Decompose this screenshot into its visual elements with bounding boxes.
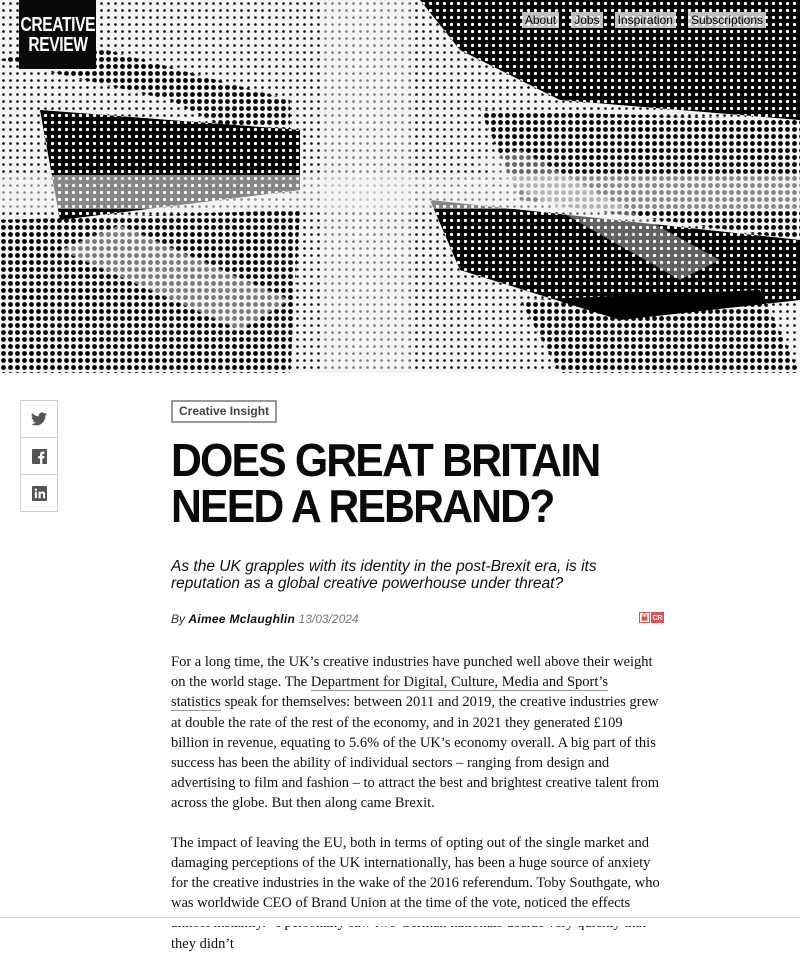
byline [171, 612, 359, 626]
union-jack-halftone-image [0, 0, 800, 373]
nav-item-about[interactable]: About [522, 12, 559, 28]
nav-item-jobs[interactable]: Jobs [571, 12, 602, 28]
twitter-icon [31, 412, 47, 426]
nav-item-subscriptions[interactable]: Subscriptions [688, 12, 766, 28]
hero-image [0, 0, 800, 373]
category-tag[interactable]: Creative Insight [171, 400, 277, 423]
paragraph-2: The impact of leaving the EU, both in terms of opting out of the single market and damaging perceptions of the UK internationally, has been a huge source of anxiety for the creative industries in the wake of the 2016 referendum. Toby Southgate, who was worldwide CEO of Brand Union at the time of the vote, noticed the effects they didn’t [171, 834, 660, 952]
dcms-statistics-link[interactable]: Department for Digital, Culture, Media and Sport’s statistics [171, 674, 609, 711]
bottom-bar [0, 917, 800, 926]
top-navigation [522, 12, 766, 28]
share-bar [20, 400, 58, 512]
paragraph-1 [171, 652, 661, 814]
publish-date: 13/03/2024 [298, 612, 359, 626]
logo-line-1: CREATIVE [20, 13, 95, 36]
author-name[interactable]: Aimee Mclaughlin [188, 612, 296, 626]
facebook-icon [32, 449, 47, 464]
site-logo[interactable] [19, 0, 96, 69]
article-standfirst: As the UK grapples with its identity in the post-Brexit era, is its reputation as a global creative powerhouse under threat? [171, 558, 597, 592]
nav-item-inspiration[interactable]: Inspiration [615, 12, 676, 28]
linkedin-icon [32, 486, 47, 501]
byline-prefix: By [171, 612, 186, 626]
share-twitter-button[interactable] [21, 401, 57, 438]
lock-icon [639, 612, 650, 623]
share-linkedin-button[interactable] [21, 475, 57, 512]
logo-line-2: REVIEW [27, 33, 88, 56]
premium-badge [639, 612, 664, 623]
share-facebook-button[interactable] [21, 438, 57, 475]
article-title: DOES GREAT BRITAIN NEED A REBRAND? [171, 434, 600, 532]
lock-icon-glyph [641, 613, 648, 621]
paragraph-1-rest: speak for themselves: between 2011 and 2019, the creative industries grew at double the rate of the rest of the economy, and in 2021 they generated £109 billion in revenue, equating to 5.6% of the UK’s economy overall. A big part of this success has been the ability of individual sectors – ranging from design and advertising to film and fashion – to attract the best and brightest creative talent from across the globe. But then along came Brexit. [171, 694, 660, 812]
paragraph-1-intro: For a long time, the UK’s creative industries have punched well above their weight on the world stage. The [171, 654, 653, 691]
cr-badge: CR [651, 612, 664, 623]
